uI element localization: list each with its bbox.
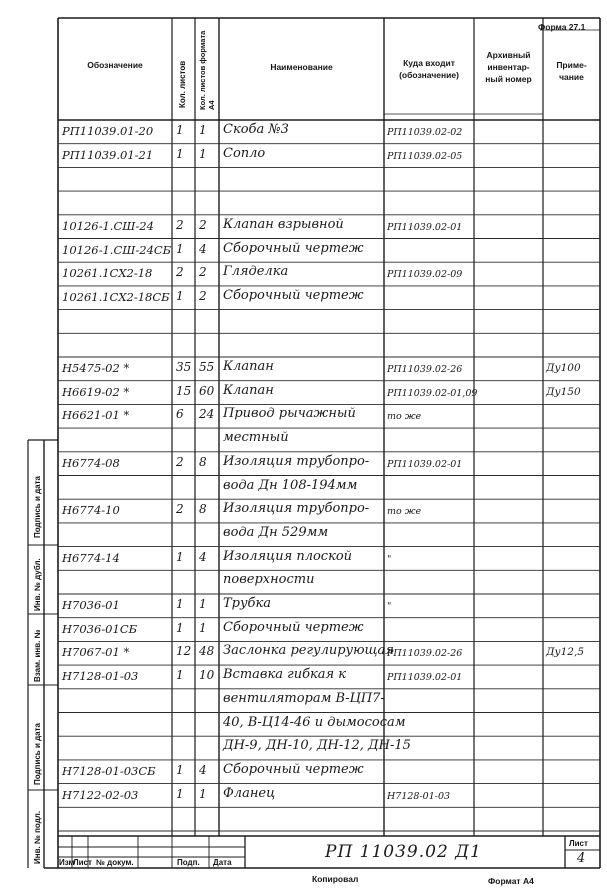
row-where-used: РП11039.02-02 — [387, 127, 463, 138]
row-sheet-count: 1 — [176, 597, 184, 611]
row-a4-count: 8 — [199, 502, 207, 517]
row-where-used: то же — [387, 506, 422, 518]
row-name: Сопло — [223, 145, 266, 161]
row-where-used: РП11039.02-01,09 — [387, 387, 478, 399]
row-designation: Н6774-14 — [62, 550, 120, 565]
stamp-data: Дата — [213, 858, 232, 867]
row-name: Трубка — [223, 596, 271, 611]
row-sheet-count: 1 — [176, 123, 184, 137]
row-a4-count: 1 — [199, 786, 207, 801]
row-a4-count: 60 — [199, 383, 215, 398]
stamp-dokum: № докум. — [96, 858, 134, 867]
stamp-list: Лист — [73, 858, 92, 867]
row-designation: РП11039.01-21 — [62, 147, 154, 162]
side-label-vzam-inv: Взам. инв. № — [33, 629, 42, 682]
row-sheet-count: 2 — [176, 265, 184, 280]
row-sheet-count: 1 — [176, 668, 184, 683]
row-name: Скоба №3 — [223, 122, 289, 137]
row-a4-count: 2 — [199, 217, 207, 232]
row-where-used: то же — [387, 411, 422, 423]
header-a4-count: Кол. листов формата А4 — [198, 30, 216, 110]
row-a4-count: 1 — [199, 146, 207, 161]
row-sheet-count: 1 — [176, 620, 184, 635]
row-note: Ду12,5 — [546, 646, 585, 659]
row-where-used: РП11039.02-01 — [387, 221, 463, 233]
row-designation: Н6621-01 * — [62, 408, 130, 423]
row-name: поверхности — [223, 572, 315, 588]
row-sheet-count: 1 — [176, 146, 184, 161]
row-where-used: " — [387, 601, 392, 612]
row-sheet-count: 2 — [176, 217, 184, 232]
row-name: Клапан взрывной — [223, 216, 344, 232]
row-designation: 10126-1.СШ-24СБ — [62, 242, 172, 257]
row-name: ДН-9, ДН-10, ДН-12, ДН-15 — [223, 738, 411, 754]
row-a4-count: 4 — [199, 241, 207, 256]
row-designation: РП11039.01-20 — [62, 124, 154, 138]
row-designation: 10261.1СХ2-18 — [62, 266, 153, 281]
row-name: Изоляция трубопро- — [223, 453, 370, 469]
row-designation: Н7128-01-03 — [62, 669, 139, 684]
row-designation: Н6774-08 — [62, 455, 120, 470]
row-name: Клапан — [223, 359, 274, 374]
row-name: Привод рычажный — [223, 406, 356, 422]
row-where-used: РП11039.02-05 — [387, 150, 463, 162]
row-designation: 10261.1СХ2-18СБ — [62, 289, 170, 304]
row-where-used: РП11039.02-26 — [387, 364, 463, 375]
stamp-sheet-label: Лист — [569, 839, 588, 848]
row-name: вода Дн 529мм — [223, 524, 329, 540]
header-where-used-1: Куда входит — [403, 58, 455, 68]
row-name: Сборочный чертеж — [223, 619, 364, 635]
row-designation: 10126-1.СШ-24 — [62, 218, 154, 233]
row-sheet-count: 1 — [176, 762, 184, 777]
header-archive-3: ный номер — [485, 74, 532, 84]
row-sheet-count: 15 — [176, 383, 192, 398]
row-a4-count: 8 — [199, 454, 207, 469]
row-sheet-count: 1 — [176, 241, 184, 256]
header-note-1: Приме- — [556, 60, 587, 70]
row-a4-count: 1 — [199, 123, 207, 137]
row-name: Фланец — [223, 785, 276, 801]
side-label-inv-podl: Инв. № подл. — [33, 810, 42, 864]
row-name: местный — [223, 430, 289, 446]
row-a4-count: 1 — [199, 597, 207, 611]
row-name: Сборочный чертеж — [223, 287, 364, 303]
row-name: Изоляция трубопро- — [223, 501, 370, 517]
row-a4-count: 2 — [199, 265, 207, 280]
row-name: вентиляторам В-ЦП7- — [223, 690, 385, 706]
row-a4-count: 55 — [199, 360, 215, 374]
header-note-2: чание — [559, 72, 584, 82]
row-name: Вставка гибкая к — [223, 667, 347, 683]
row-designation: Н7067-01 * — [62, 645, 130, 660]
document-code: РП 11039.02 Д1 — [325, 842, 482, 862]
row-designation: Н7036-01СБ — [62, 621, 138, 636]
row-note: Ду150 — [546, 385, 581, 398]
side-label-inv-dubl: Инв. № дубл. — [33, 558, 42, 611]
header-archive-2: инвентар- — [487, 62, 530, 72]
row-sheet-count: 1 — [176, 786, 184, 801]
row-sheet-count: 1 — [176, 288, 184, 303]
row-name: Гляделка — [223, 264, 289, 280]
row-name: Сборочный чертеж — [223, 240, 364, 256]
stamp-sheet-number: 4 — [577, 851, 586, 866]
row-designation: Н7122-02-03 — [62, 787, 139, 802]
side-label-podpis-data-2: Подпись и дата — [33, 723, 42, 785]
row-sheet-count: 2 — [176, 454, 184, 469]
row-designation: Н6774-10 — [62, 503, 120, 518]
row-name: Сборочный чертеж — [223, 761, 364, 777]
row-sheet-count: 12 — [176, 644, 192, 659]
row-designation: Н6619-02 * — [62, 384, 130, 399]
row-designation: Н7128-01-03СБ — [62, 763, 156, 778]
row-where-used: Н7128-01-03 — [387, 790, 451, 802]
row-where-used: " — [387, 553, 392, 565]
row-name: Заслонка регулирующая — [223, 643, 394, 659]
stamp-izm: Изм — [59, 858, 75, 867]
footer-format: Формат А4 — [488, 876, 534, 886]
row-sheet-count: 6 — [176, 407, 184, 422]
row-a4-count: 2 — [199, 288, 207, 303]
header-sheet-count: Кол. листов — [178, 60, 187, 108]
row-where-used: РП11039.02-01 — [387, 458, 463, 470]
stamp-podp: Подп. — [177, 858, 200, 867]
footer-copied: Копировал — [312, 874, 359, 884]
row-a4-count: 4 — [199, 762, 207, 777]
row-sheet-count: 2 — [176, 502, 184, 517]
row-note: Ду100 — [546, 362, 581, 374]
row-name: Изоляция плоской — [223, 548, 353, 564]
side-label-podpis-data-1: Подпись и дата — [33, 476, 42, 538]
row-name: 40, В-Ц14-46 и дымососам — [223, 714, 406, 730]
row-designation: Н7036-01 — [62, 598, 120, 612]
row-a4-count: 24 — [199, 407, 215, 422]
row-a4-count: 1 — [199, 620, 207, 635]
header-designation: Обозначение — [87, 60, 143, 70]
row-name: вода Дн 108-194мм — [223, 477, 358, 493]
row-where-used: РП11039.02-01 — [387, 672, 463, 684]
header-archive-1: Архивный — [486, 50, 531, 60]
row-a4-count: 10 — [199, 668, 215, 683]
form-label: Форма 27.1 — [538, 22, 586, 32]
row-sheet-count: 35 — [176, 360, 192, 374]
row-name: Клапан — [223, 382, 274, 398]
row-sheet-count: 1 — [176, 549, 184, 564]
header-where-used-2: (обозначение) — [399, 70, 459, 80]
row-designation: Н5475-02 * — [62, 361, 130, 375]
row-a4-count: 48 — [199, 644, 215, 659]
row-where-used: РП11039.02-09 — [387, 269, 463, 281]
row-where-used: РП11039.02-26 — [387, 648, 463, 660]
header-name: Наименование — [270, 62, 333, 72]
row-a4-count: 4 — [199, 549, 207, 564]
